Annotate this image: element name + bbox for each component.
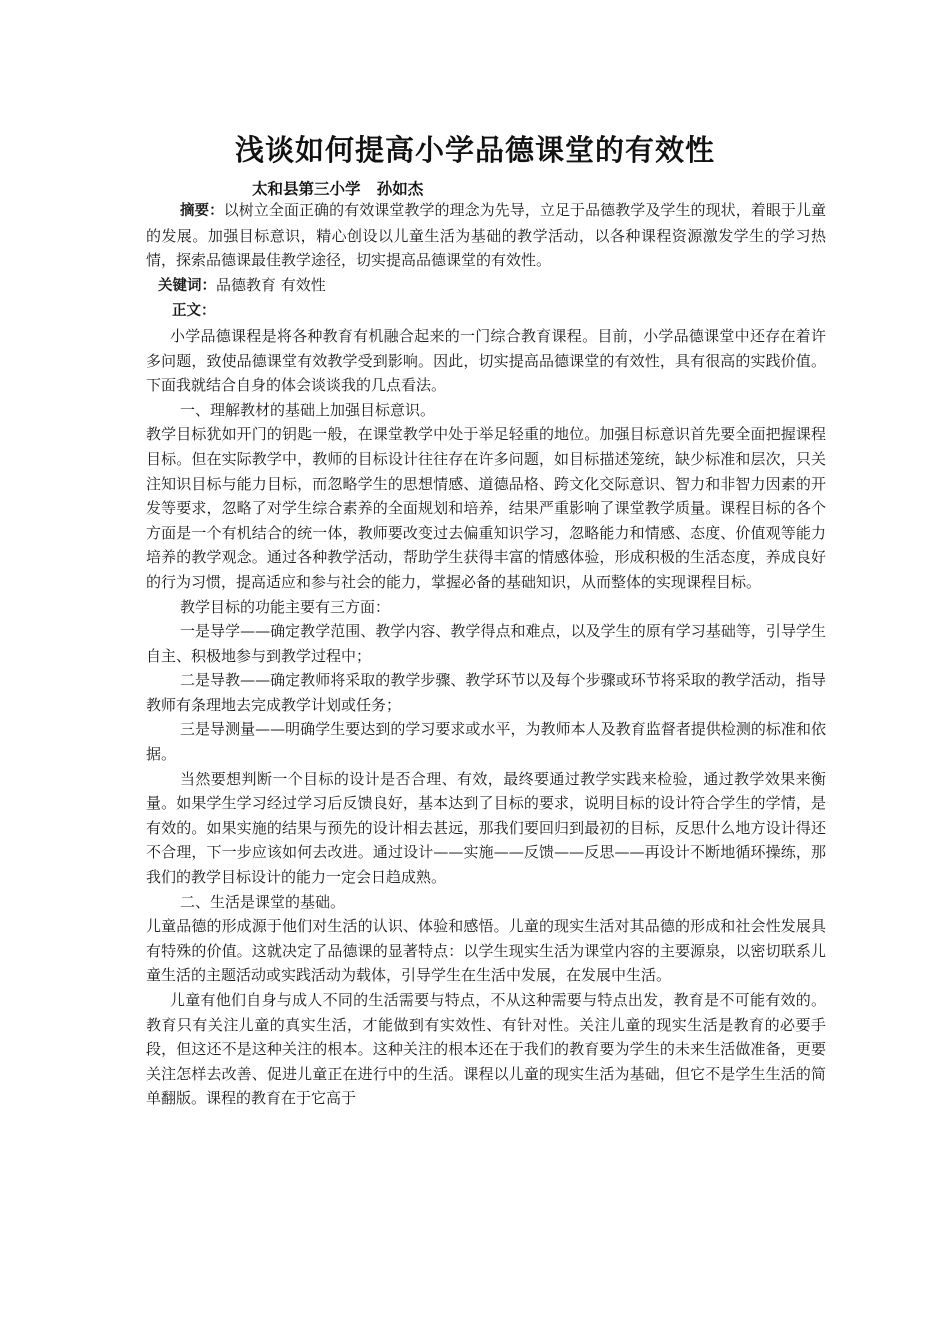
keywords-line [158,273,826,299]
paragraph-intro: 小学品德课程是将各种教育有机融合起来的一门综合教育课程。目前，小学品德课堂中还存在着许多问题，致使品德课堂有效教学受到影响。因此，切实提高品德课堂的有效性，具有很高的实践价值。下面我就结合自身的体会谈谈我的几点看法。 [146,326,826,395]
author-line: 太和县第三小学 孙如杰 [252,180,424,198]
body-label-line [172,298,826,324]
list-item: 三是导测量——明确学生要达到的学习要求或水平，为教师本人及教育监督者提供检测的标准和依据。 [146,720,826,764]
list-item: 一是导学——确定教学范围、教学内容、教学得点和难点，以及学生的原有学习基础等，引导学生自主、积极地参与到教学过程中； [146,622,826,665]
keywords-label: 关键词： [158,277,216,294]
list-item: 二是导教——确定教师将采取的教学步骤、教学环节以及每个步骤或环节将采取的教学活动，指导教师有条理地去完成教学计划或任务； [146,671,826,714]
body-label: 正文： [172,303,216,320]
paragraph: 儿童有他们自身与成人不同的生活需要与特点，不从这种需要与特点出发，教育是不可能有效的。教育只有关注儿童的真实生活，才能做到有实效性、有针对性。关注儿童的现实生活是教育的必要手段，但这还不是这种关注的根本。这种关注的根本还在于我们的教育要为学生的未来生活做准备，更要关注怎样去改善、促进儿童正在进行中的生活。课程以儿童的现实生活为基础，但它不是学生生活的简单翻版。课程的教育在于它高于 [146,991,826,1108]
paragraph: 儿童品德的形成源于他们对生活的认识、体验和感悟。儿童的现实生活对其品德的形成和社会性发展具有特殊的价值。这就决定了品德课的显著特点：以学生现实生活为课堂内容的主要源泉，以密切联系儿童生活的主题活动或实践活动为载体，引导学生在生活中发展，在发展中生活。 [146,917,826,985]
paragraph: 教学目标的功能主要有三方面： [180,597,391,616]
document-title: 浅谈如何提高小学品德课堂的有效性 [234,133,715,167]
paragraph: 当然要想判断一个目标的设计是否合理、有效，最终要通过教学实践来检验，通过教学效果来衡量。如果学生学习经过学习后反馈良好，基本达到了目标的要求，说明目标的设计符合学生的学情，是有效的。如果实施的结果与预先的设计相去甚远，那我们要回归到最初的目标，反思什么地方设计得还不合理，下一步应该如何去改进。通过设计——实施——反馈——反思——再设计不断地循环操练，那我们的教学目标设计的能力一定会日趋成熟。 [146,769,826,887]
section-heading-2: 二、生活是课堂的基础。 [180,892,346,911]
document-body [146,198,826,1111]
abstract-label: 摘要： [180,203,224,219]
section-heading-1: 一、理解教材的基础上加强目标意识。 [180,400,436,419]
keywords-text: 品德教育 有效性 [216,275,326,294]
abstract-text: 以树立全面正确的有效课堂教学的理念为先导，立足于品德教学及学生的现状，着眼于儿童的发展。加强目标意识，精心创设以儿童生活为基础的教学活动，以各种课程资源激发学生的学习热情，探索品德课最佳教学途径，切实提高品德课堂的有效性。 [146,201,826,270]
abstract-paragraph [146,198,826,273]
paragraph: 教学目标犹如开门的钥匙一般，在课堂教学中处于举足轻重的地位。加强目标意识首先要全面把握课程目标。但在实际教学中，教师的目标设计往往存在许多问题，如目标描述笼统，缺少标准和层次，只关注知识目标与能力目标，而忽略学生的思想情感、道德品格、跨文化交际意识、智力和非智力因素的开发等要求，忽略了对学生综合素养的全面规划和培养，结果严重影响了课堂教学质量。课程目标的各个方面是一个有机结合的统一体，教师要改变过去偏重知识学习，忽略能力和情感、态度、价值观等能力培养的教学观念。通过各种教学活动，帮助学生获得丰富的情感体验，形成积极的生活态度，养成良好的行为习惯，提高适应和参与社会的能力，掌握必备的基础知识，从而整体的实现课程目标。 [146,425,826,591]
